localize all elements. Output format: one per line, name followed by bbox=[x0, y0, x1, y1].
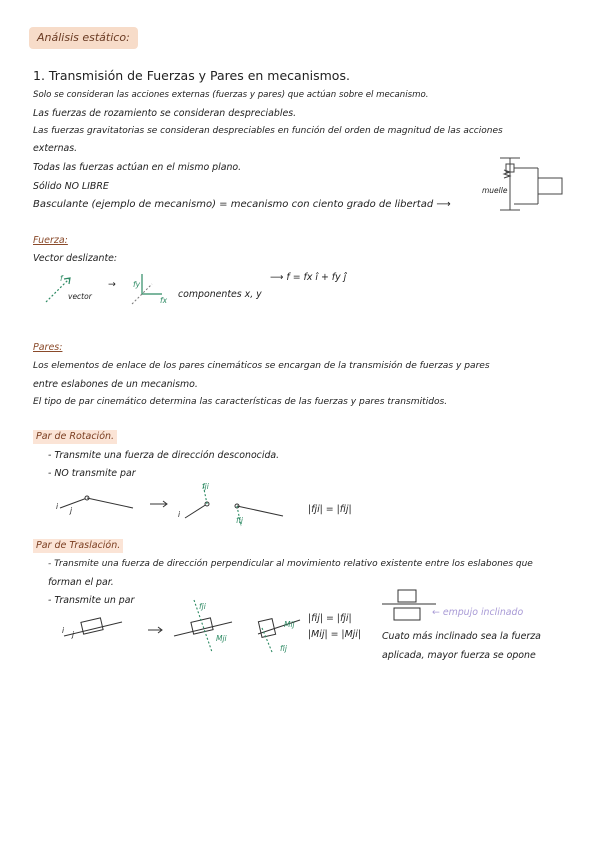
section-title: 1. Transmisión de Fuerzas y Pares en mecanismos. bbox=[33, 68, 350, 83]
mij-label: Mij bbox=[284, 620, 295, 629]
text-line: externas. bbox=[33, 143, 78, 154]
traslacion-heading: Par de Traslación. bbox=[33, 539, 123, 553]
mji-label: Mji bbox=[216, 634, 227, 643]
rotacion-equation: |fji| = |fij| bbox=[308, 504, 352, 515]
diagram-label: muelle bbox=[482, 186, 508, 195]
incline-label: ← empujo inclinado bbox=[432, 607, 524, 618]
formula: ⟶ f = fx î + fy ĵ bbox=[270, 272, 347, 283]
text-line: Todas las fuerzas actúan en el mismo plano. bbox=[33, 162, 242, 173]
pares-heading: Pares: bbox=[33, 342, 63, 353]
fij-label: fij bbox=[236, 516, 243, 525]
bullet: forman el par. bbox=[48, 577, 114, 588]
traslacion-eq2: |Mij| = |Mji| bbox=[308, 629, 362, 640]
fij-label: fij bbox=[280, 644, 287, 653]
traslacion-eq1: |fij| = |fji| bbox=[308, 613, 352, 624]
arrow: → bbox=[108, 279, 116, 290]
label-i: i bbox=[178, 510, 181, 519]
label-i: i bbox=[62, 626, 65, 635]
bullet: - Transmite un par bbox=[48, 595, 135, 606]
vector-f-label: f bbox=[60, 274, 63, 283]
text-line: Las fuerzas gravitatorias se consideran despreciables en función del orden de magnitud de las acciones bbox=[33, 126, 503, 136]
fji-label: fji bbox=[202, 482, 209, 491]
incline-sketch bbox=[382, 586, 438, 626]
rotacion-heading: Par de Rotación. bbox=[33, 430, 117, 444]
note-line: aplicada, mayor fuerza se opone bbox=[382, 650, 536, 661]
vector-label: vector bbox=[68, 292, 92, 301]
page-title: Análisis estático: bbox=[29, 27, 138, 49]
fuerza-heading: Fuerza: bbox=[33, 235, 68, 246]
label-i: i bbox=[56, 502, 59, 511]
text-line: El tipo de par cinemático determina las características de las fuerzas y pares transmitidos. bbox=[33, 397, 448, 407]
text-line: entre eslabones de un mecanismo. bbox=[33, 379, 198, 390]
bullet: - NO transmite par bbox=[48, 468, 136, 479]
text-line: Basculante (ejemplo de mecanismo) = mecanismo con ciento grado de libertad ⟶ bbox=[33, 199, 451, 210]
components-label: componentes x, y bbox=[178, 289, 262, 300]
text-line: Las fuerzas de rozamiento se consideran despreciables. bbox=[33, 108, 297, 119]
fx-label: fx bbox=[160, 296, 168, 305]
label-j: j bbox=[70, 506, 73, 515]
label-j: j bbox=[72, 630, 75, 639]
bullet: - Transmite una fuerza de dirección desconocida. bbox=[48, 450, 280, 461]
fy-label: fy bbox=[133, 280, 141, 289]
text-line: Los elementos de enlace de los pares cinemáticos se encargan de la transmisión de fuerzas y pares bbox=[33, 361, 490, 371]
text-line: Solo se consideran las acciones externas (fuerzas y pares) que actúan sobre el mecanismo. bbox=[33, 90, 429, 100]
fji-label: fji bbox=[199, 602, 206, 611]
text-line: Sólido NO LIBRE bbox=[33, 181, 109, 192]
bullet: - Transmite una fuerza de dirección perpendicular al movimiento relativo existente entre los eslabones que bbox=[48, 559, 533, 569]
note-line: Cuato más inclinado sea la fuerza bbox=[382, 631, 541, 642]
text-line: Vector deslizante: bbox=[33, 253, 118, 264]
